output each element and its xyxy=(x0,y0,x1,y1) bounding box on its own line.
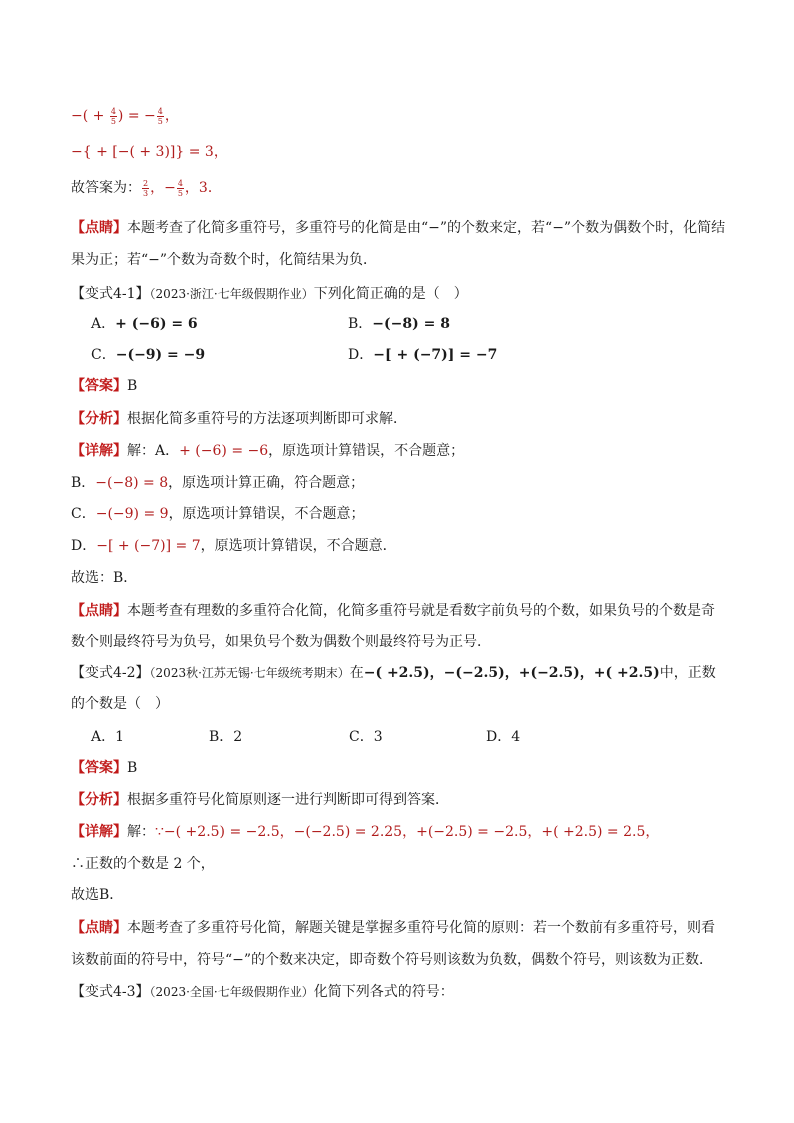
expr-part: ，3． xyxy=(184,180,222,196)
option-math: + (−6) = 6 xyxy=(115,316,198,332)
detail-line xyxy=(71,504,365,524)
answer-tag: 【答案】 xyxy=(71,760,127,776)
expr-part: −( + xyxy=(71,108,109,124)
detail-prefix: 解： xyxy=(127,824,155,840)
analysis-tag: 【分析】 xyxy=(71,411,127,427)
question-tag: 【变式4-3】 xyxy=(71,984,150,1000)
fraction xyxy=(177,179,184,198)
detail-math: −(−8) = 8 xyxy=(95,475,169,491)
comment-line: 果为正；若“−”个数为奇数个时，化简结果为负． xyxy=(71,252,378,268)
detail-line xyxy=(71,441,464,461)
comment-text: 本题考查有理数的多重符合化简，化简多重符号就是看数字前负号的个数，如果负号的个数是奇 xyxy=(127,603,715,619)
option-math: −(−9) = −9 xyxy=(115,347,206,363)
comment-tag: 【点睛】 xyxy=(71,220,127,236)
expr-part: ， xyxy=(164,108,179,124)
detail-prefix: B． xyxy=(71,475,96,491)
analysis-text: 根据多重符号化简原则逐一进行判断即可得到答案． xyxy=(127,792,449,808)
denominator: 5 xyxy=(177,188,183,198)
detail-math: −[ + (−7)] = 7 xyxy=(96,538,201,554)
option-b: B．2 xyxy=(209,729,243,745)
detail-prefix: C． xyxy=(71,506,96,522)
option-a: A．1 xyxy=(91,729,125,745)
option-label: D． xyxy=(348,347,374,363)
option-label: C． xyxy=(91,347,116,363)
expr-line-1 xyxy=(71,106,179,126)
option-d: D．4 xyxy=(486,729,521,745)
detail-math: ∵−( +2.5) = −2.5，−(−2.5) = 2.25，+(−2.5) = −2.5，+( +2.5) = 2.5， xyxy=(155,824,660,840)
option-label: B． xyxy=(348,316,373,332)
option-b xyxy=(348,314,450,334)
answer-value: B xyxy=(127,760,138,776)
question-4-3 xyxy=(71,982,454,1002)
question-4-2-cont: 的个数是（ ） xyxy=(71,696,169,712)
detail-line xyxy=(71,473,364,493)
question-tag: 【变式4-1】 xyxy=(71,286,150,302)
expr-part: ) = − xyxy=(117,108,156,124)
expr-line-2: −{ + [−( + 3)]} = 3， xyxy=(71,144,228,160)
option-math: −[ + (−7)] = −7 xyxy=(373,347,498,363)
fraction xyxy=(157,107,164,126)
comment-line: 该数前面的符号中，符号“−”的个数来决定，即奇数个符号则该数为负数，偶数个符号，则该数为正数． xyxy=(71,952,714,968)
fraction xyxy=(110,107,117,126)
question-source: （2023·浙江·七年级假期作业） xyxy=(149,287,314,301)
detail-math: + (−6) = −6 xyxy=(179,443,269,459)
numerator: 2 xyxy=(143,178,149,188)
fraction xyxy=(142,179,149,198)
question-stem: 在 xyxy=(349,665,364,681)
comment-line xyxy=(71,918,715,938)
detail-line xyxy=(71,536,397,556)
answer-line xyxy=(71,758,137,778)
expr-part: ，− xyxy=(150,180,176,196)
comment-line xyxy=(71,218,725,238)
option-a xyxy=(91,314,198,334)
option-c xyxy=(91,345,205,365)
answer-tag: 【答案】 xyxy=(71,378,127,394)
comment-line xyxy=(71,601,715,621)
question-source: （2023·全国·七年级假期作业） xyxy=(149,985,314,999)
analysis-line xyxy=(71,790,449,810)
detail-text: ，原选项计算正确，符合题意； xyxy=(168,475,365,491)
detail-tag: 【详解】 xyxy=(71,443,127,459)
choose-line: 故选B． xyxy=(71,887,124,903)
question-stem: 中，正数 xyxy=(659,665,716,681)
option-label: A． xyxy=(91,316,116,332)
question-4-2 xyxy=(71,663,716,683)
detail-text: ，原选项计算错误，不合题意； xyxy=(168,506,365,522)
detail-math: −(−9) = 9 xyxy=(95,506,169,522)
question-tag: 【变式4-2】 xyxy=(71,665,150,681)
detail-line: ∴正数的个数是 2 个， xyxy=(71,856,215,872)
comment-text: 本题考查了多重符号化简，解题关键是掌握多重符号化简的原则：若一个数前有多重符号，则看 xyxy=(127,920,715,936)
question-source: （2023秋·江苏无锡·七年级统考期末） xyxy=(149,666,350,680)
detail-tag: 【详解】 xyxy=(71,824,127,840)
answer-line xyxy=(71,178,222,198)
analysis-line xyxy=(71,409,407,429)
analysis-text: 根据化简多重符号的方法逐项判断即可求解． xyxy=(127,411,407,427)
analysis-tag: 【分析】 xyxy=(71,792,127,808)
answer-prefix: 故答案为： xyxy=(71,180,141,196)
detail-text: ，原选项计算错误，不合题意． xyxy=(200,538,397,554)
answer-value: B xyxy=(127,378,138,394)
denominator: 3 xyxy=(143,188,149,198)
question-stem: 化简下列各式的符号： xyxy=(313,984,454,1000)
numerator: 4 xyxy=(177,178,183,188)
option-math: −(−8) = 8 xyxy=(372,316,450,332)
option-c: C．3 xyxy=(349,729,383,745)
detail-prefix: D． xyxy=(71,538,97,554)
answer-line xyxy=(71,376,137,396)
detail-line xyxy=(71,822,659,842)
choose-line: 故选：B． xyxy=(71,570,138,586)
comment-tag: 【点睛】 xyxy=(71,603,127,619)
numerator: 4 xyxy=(110,106,116,116)
numerator: 4 xyxy=(157,106,163,116)
option-d xyxy=(348,345,497,365)
denominator: 5 xyxy=(110,116,116,126)
question-stem: 下列化简正确的是（ ） xyxy=(313,286,468,302)
denominator: 5 xyxy=(157,116,163,126)
comment-line: 数个则最终符号为负号，如果负号个数为偶数个则最终符号为正号． xyxy=(71,634,491,650)
comment-text: 本题考查了化简多重符号，多重符号的化简是由“−”的个数来定，若“−”个数为偶数个时，化简结 xyxy=(127,220,726,236)
question-math: −( +2.5)，−(−2.5)，+(−2.5)，+( +2.5) xyxy=(363,665,660,681)
detail-text: ，原选项计算错误，不合题意； xyxy=(268,443,465,459)
detail-prefix: 解：A． xyxy=(127,443,180,459)
comment-tag: 【点睛】 xyxy=(71,920,127,936)
question-4-1 xyxy=(71,284,468,304)
